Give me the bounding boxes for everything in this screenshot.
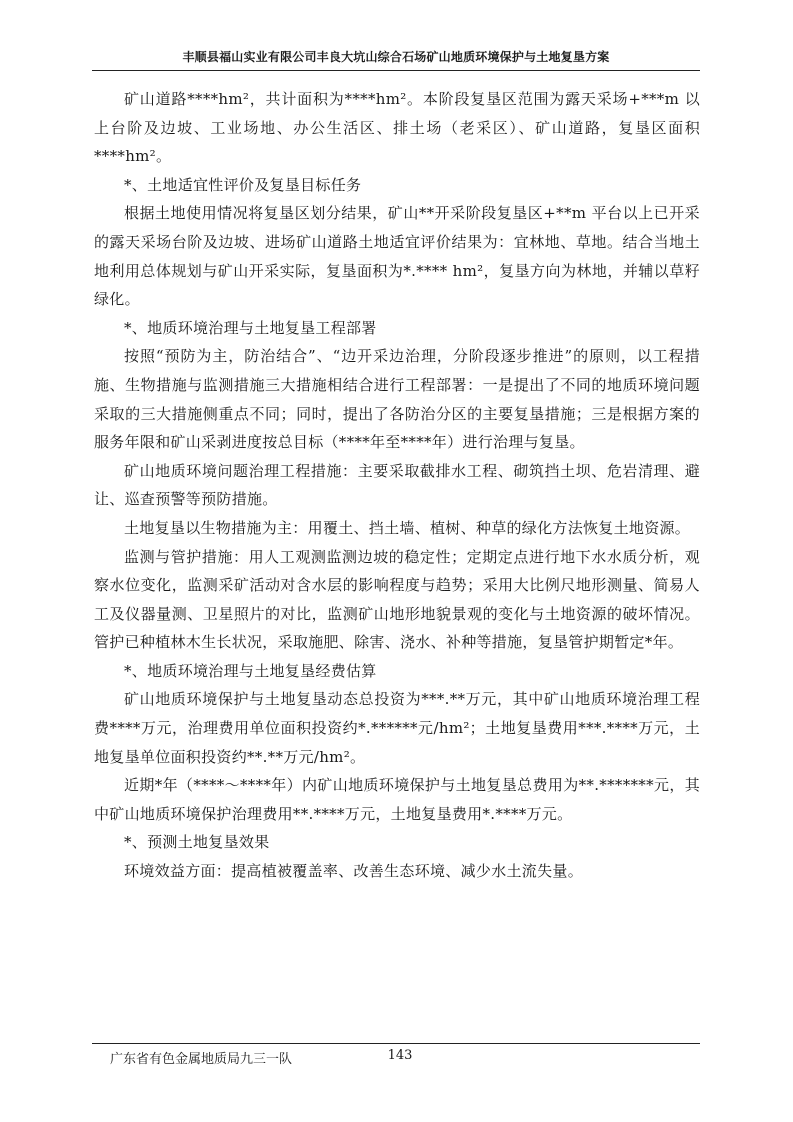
section-heading-suitability: *、土地适宜性评价及复垦目标任务 xyxy=(124,175,362,194)
paragraph-total-investment: 矿山地质环境保护与土地复垦动态总投资为***.**万元，其中矿山地质环境治理工程费****万元，治理费用单位面积投资约*.******元/hm²；土地复垦费用***.****万元，土地复垦单位面积投资约**.**万元/hm²。 xyxy=(94,690,700,766)
paragraph-biological-measures: 土地复垦以生物措施为主：用覆土、挡土墙、植树、种草的绿化方法恢复土地资源。 xyxy=(124,518,691,537)
paragraph-engineering-measures: 矿山地质环境问题治理工程措施：主要采取截排水工程、砌筑挡土坝、危岩清理、避让、巡查预警等预防措施。 xyxy=(94,461,700,509)
paragraph-suitability: 根据土地使用情况将复垦区划分结果，矿山**开采阶段复垦区+**m 平台以上已开采的露天采场台阶及边坡、进场矿山道路土地适宜评价结果为：宜林地、草地。结合当地土地利用总体规划与矿山开采实际，复垦面积为*.**** hm²，复垦方向为林地，并辅以草籽绿化。 xyxy=(94,204,700,309)
section-heading-effect: *、预测土地复垦效果 xyxy=(124,833,270,852)
section-heading-cost: *、地质环境治理与土地复垦经费估算 xyxy=(124,661,377,680)
section-heading-deployment: *、地质环境治理与土地复垦工程部署 xyxy=(124,318,377,337)
page-number: 143 xyxy=(387,1048,413,1063)
page-header-title: 丰顺县福山实业有限公司丰良大坑山综合石场矿山地质环境保护与土地复垦方案 xyxy=(182,50,610,64)
footer-organization: 广东省有色金属地质局九三一队 xyxy=(110,1052,293,1067)
paragraph-environmental-benefit: 环境效益方面：提高植被覆盖率、改善生态环境、减少水土流失量。 xyxy=(124,862,584,881)
document-body xyxy=(94,85,700,886)
footer-divider xyxy=(92,1043,700,1044)
header-divider xyxy=(92,70,700,71)
paragraph-monitoring-measures: 监测与管护措施：用人工观测监测边坡的稳定性；定期定点进行地下水水质分析，观察水位变化，监测采矿活动对含水层的影响程度与趋势；采用大比例尺地形测量、简易人工及仪器量测、卫星照片的对比，监测矿山地形地貌景观的变化与土地资源的破坏情况。管护已种植林木生长状况，采取施肥、除害、浇水、补种等措施，复垦管护期暂定*年。 xyxy=(94,547,700,652)
paragraph-reclamation-area: 矿山道路****hm²，共计面积为****hm²。本阶段复垦区范围为露天采场+***m 以上台阶及边坡、工业场地、办公生活区、排土场（老采区）、矿山道路，复垦区面积****hm²。 xyxy=(94,90,700,166)
paragraph-deployment-principle: 按照“预防为主，防治结合”、“边开采边治理，分阶段逐步推进”的原则，以工程措施、生物措施与监测措施三大措施相结合进行工程部署：一是提出了不同的地质环境问题采取的三大措施侧重点不同；同时，提出了各防治分区的主要复垦措施；三是根据方案的服务年限和矿山采剥进度按总目标（****年至****年）进行治理与复垦。 xyxy=(94,347,700,452)
paragraph-near-term-cost: 近期*年（****～****年）内矿山地质环境保护与土地复垦总费用为**.*******元，其中矿山地质环境保护治理费用**.****万元，土地复垦费用*.****万元。 xyxy=(94,776,700,823)
